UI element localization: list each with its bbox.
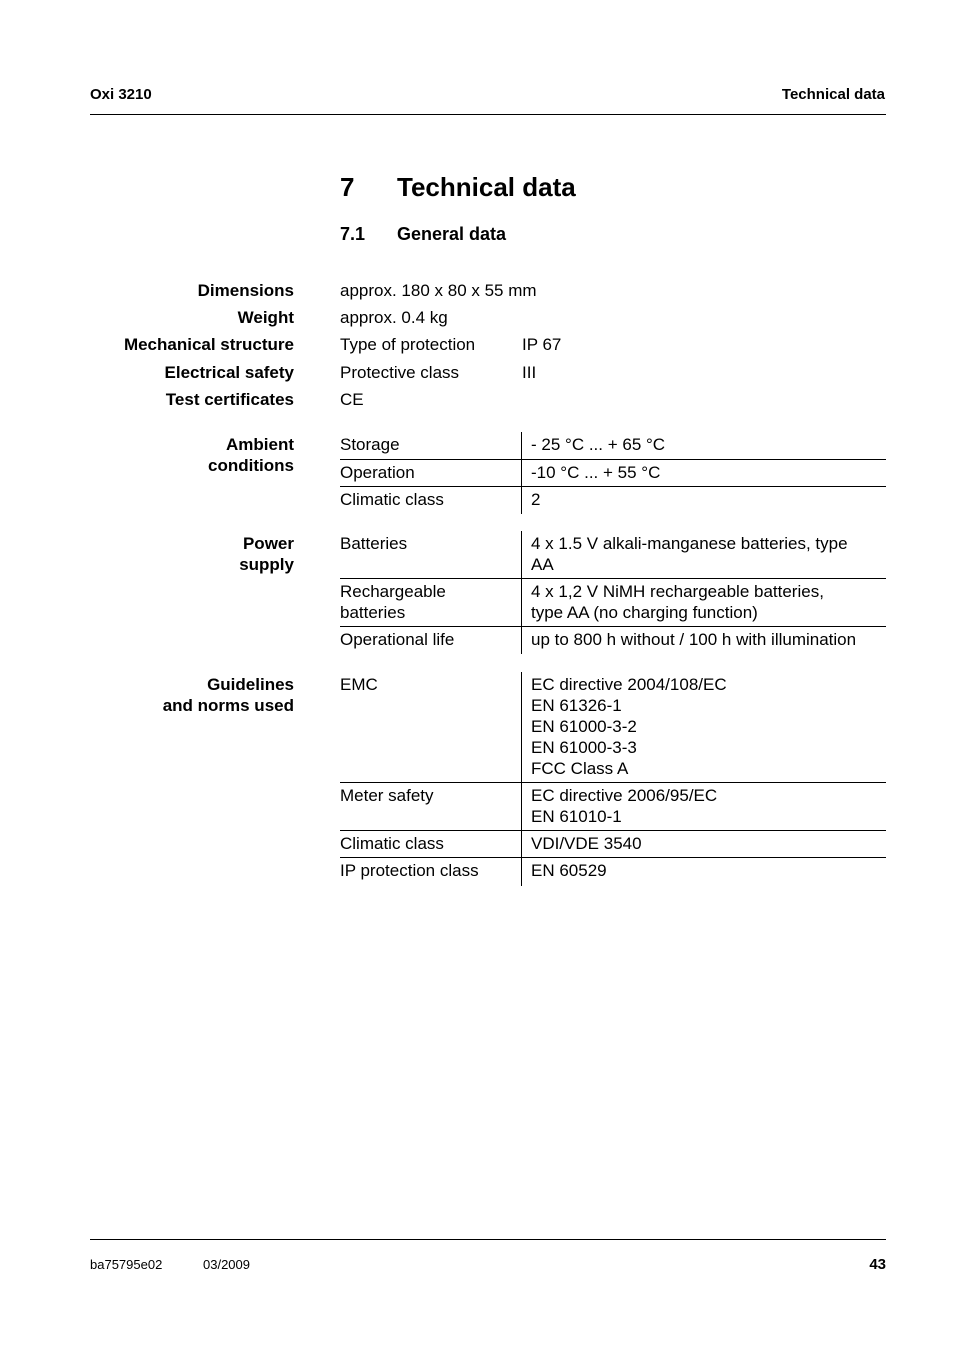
table-row [340, 858, 886, 886]
value-weight: approx. 0.4 kg [340, 308, 448, 327]
ambient-conditions-table [340, 432, 886, 514]
section-number: 7.1 [340, 224, 366, 244]
label-ambient-conditions [208, 434, 294, 476]
table-row [340, 432, 886, 460]
row-name: Storage [340, 435, 400, 454]
footer-rule [90, 1239, 886, 1240]
power-supply-table [340, 531, 886, 654]
name-line: Rechargeable [340, 582, 446, 601]
row-name: EMC [340, 675, 378, 694]
row-value [531, 674, 727, 779]
row-name: IP protection class [340, 861, 479, 880]
chapter-title: Technical data [397, 172, 576, 202]
row-value: 2 [531, 490, 541, 509]
row-name [340, 581, 446, 623]
row-value [531, 533, 848, 575]
chapter-number: 7 [340, 172, 355, 202]
row-value [531, 785, 717, 827]
value-line: EC directive 2004/108/EC [531, 675, 727, 694]
guidelines-table [340, 672, 886, 886]
header-section-name: Technical data [781, 86, 885, 103]
row-value: -10 °C ... + 55 °C [531, 463, 661, 482]
footer-doc-id: ba75795e02 [90, 1257, 163, 1272]
label-electrical-safety: Electrical safety [164, 363, 294, 382]
table-row [340, 783, 886, 831]
name-line: batteries [340, 603, 406, 622]
value-dimensions: approx. 180 x 80 x 55 mm [340, 281, 537, 300]
label-line: supply [239, 555, 294, 574]
value-electrical-safety: Protective class [340, 363, 460, 382]
value-mechanical-structure: Type of protection [340, 335, 476, 354]
label-test-certificates: Test certificates [165, 390, 294, 409]
value-line: EC directive 2006/95/EC [531, 786, 718, 805]
table-row [340, 627, 886, 654]
row-name: Climatic class [340, 490, 444, 509]
label-power-supply [239, 533, 294, 575]
section-title: General data [397, 224, 507, 244]
table-row [340, 531, 886, 579]
row-name: Operation [340, 463, 415, 482]
label-line: Ambient [226, 435, 294, 454]
row-value: up to 800 h without / 100 h with illumination [531, 630, 857, 649]
value-line: 4 x 1.5 V alkali-manganese batteries, type [531, 534, 848, 553]
value-line: type AA (no charging function) [531, 603, 758, 622]
footer-date: 03/2009 [203, 1257, 250, 1272]
header-product-name: Oxi 3210 [90, 86, 152, 103]
value-electrical-safety-class: III [522, 363, 537, 382]
row-name: Meter safety [340, 786, 434, 805]
row-value: VDI/VDE 3540 [531, 834, 642, 853]
table-row [340, 460, 886, 487]
table-row [340, 579, 886, 627]
label-line: Power [242, 534, 294, 553]
label-line: and norms used [162, 696, 294, 715]
label-dimensions: Dimensions [197, 281, 294, 300]
value-line: EN 61000-3-3 [531, 738, 637, 757]
row-name: Climatic class [340, 834, 444, 853]
value-line: EN 61010-1 [531, 807, 622, 826]
label-weight: Weight [237, 308, 294, 327]
label-mechanical-structure: Mechanical structure [123, 335, 294, 354]
value-line: 4 x 1,2 V NiMH rechargeable batteries, [531, 582, 824, 601]
table-row [340, 487, 886, 514]
label-line: conditions [208, 456, 294, 475]
value-mechanical-structure-rating: IP 67 [522, 335, 562, 354]
table-row [340, 831, 886, 858]
row-value [531, 581, 824, 623]
row-name: Batteries [340, 534, 408, 553]
table-row [340, 672, 886, 783]
label-line: Guidelines [207, 675, 294, 694]
value-test-certificates: CE [340, 390, 364, 409]
label-guidelines [163, 674, 294, 716]
row-value: - 25 °C ... + 65 °C [531, 435, 666, 454]
value-line: AA [531, 555, 554, 574]
row-name: Operational life [340, 630, 455, 649]
value-line: EN 61000-3-2 [531, 717, 637, 736]
value-line: EN 61326-1 [531, 696, 622, 715]
page-number: 43 [869, 1256, 886, 1273]
row-value: EN 60529 [531, 861, 607, 880]
value-line: FCC Class A [531, 759, 629, 778]
header-rule [90, 114, 886, 115]
